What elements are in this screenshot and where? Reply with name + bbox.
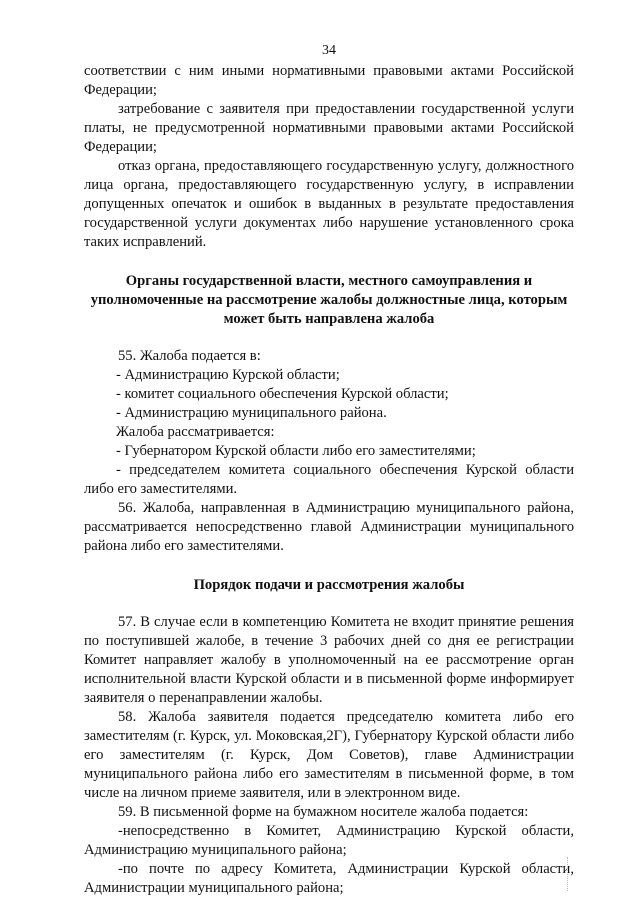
list-item: -непосредственно в Комитет, Администрацию Курской области, Администрацию муниципального района; — [84, 823, 574, 858]
paragraph: 55. Жалоба подается в: — [118, 348, 261, 364]
section-heading: Порядок подачи и рассмотрения жалобы — [193, 577, 465, 593]
paragraph: 58. Жалоба заявителя подается председателю комитета либо его заместителям (г. Курск, ул. Моковская,2Г), Губернатору Курской области либо его заместителям (г. Курск, Дом Советов), главе Администрации муниципального района либо его заместителям в письменной форме, в том числе на личном приеме заявителя, или в электронном виде. — [84, 709, 574, 801]
page-number: 34 — [322, 43, 336, 58]
paragraph: отказ органа, предоставляющего государственную услугу, должностного лица органа, предоставляющего государственную услугу, в исправлении допущенных опечаток и ошибок в выданных в результате предоставления государственной услуги документах либо нарушение установленного срока таких исправлений. — [84, 158, 574, 250]
paragraph: затребование с заявителя при предоставлении государственной услуги платы, не предусмотренной нормативными правовыми актами Российской Федерации; — [84, 101, 574, 155]
paragraph: 56. Жалоба, направленная в Администрацию муниципального района, рассматривается непосредственно главой Администрации муниципального района либо его заместителями. — [84, 500, 574, 554]
paragraph: 59. В письменной форме на бумажном носителе жалоба подается: — [118, 804, 529, 820]
paragraph: соответствии с ним иными нормативными правовыми актами Российской Федерации; — [84, 63, 574, 98]
list-item: - Администрацию Курской области; — [116, 367, 340, 383]
section-heading: Органы государственной власти, местного самоуправления и уполномоченные на рассмотрение жалобы должностные лица, которым может быть направлена жалоба — [90, 273, 568, 327]
list-item: -по почте по адресу Комитета, Администрации Курской области, Администрации муниципального района; — [84, 861, 574, 896]
list-item: - председателем комитета социального обеспечения Курской области либо его заместителями. — [84, 462, 574, 497]
list-item: - комитет социального обеспечения Курской области; — [116, 386, 449, 402]
paragraph: Жалоба рассматривается: — [116, 424, 275, 440]
paragraph: 57. В случае если в компетенцию Комитета не входит принятие решения по поступившей жалобе, в течение 3 рабочих дней со дня ее регистрации Комитет направляет жалобу в уполномоченный на ее рассмотрение орган исполнительной власти Курской области и в письменной форме информирует заявителя о перенаправлении жалобы. — [84, 614, 574, 706]
list-item: - Губернатором Курской области либо его заместителями; — [116, 443, 476, 459]
list-item: - Администрацию муниципального района. — [116, 405, 387, 421]
scan-artifact — [567, 857, 574, 891]
